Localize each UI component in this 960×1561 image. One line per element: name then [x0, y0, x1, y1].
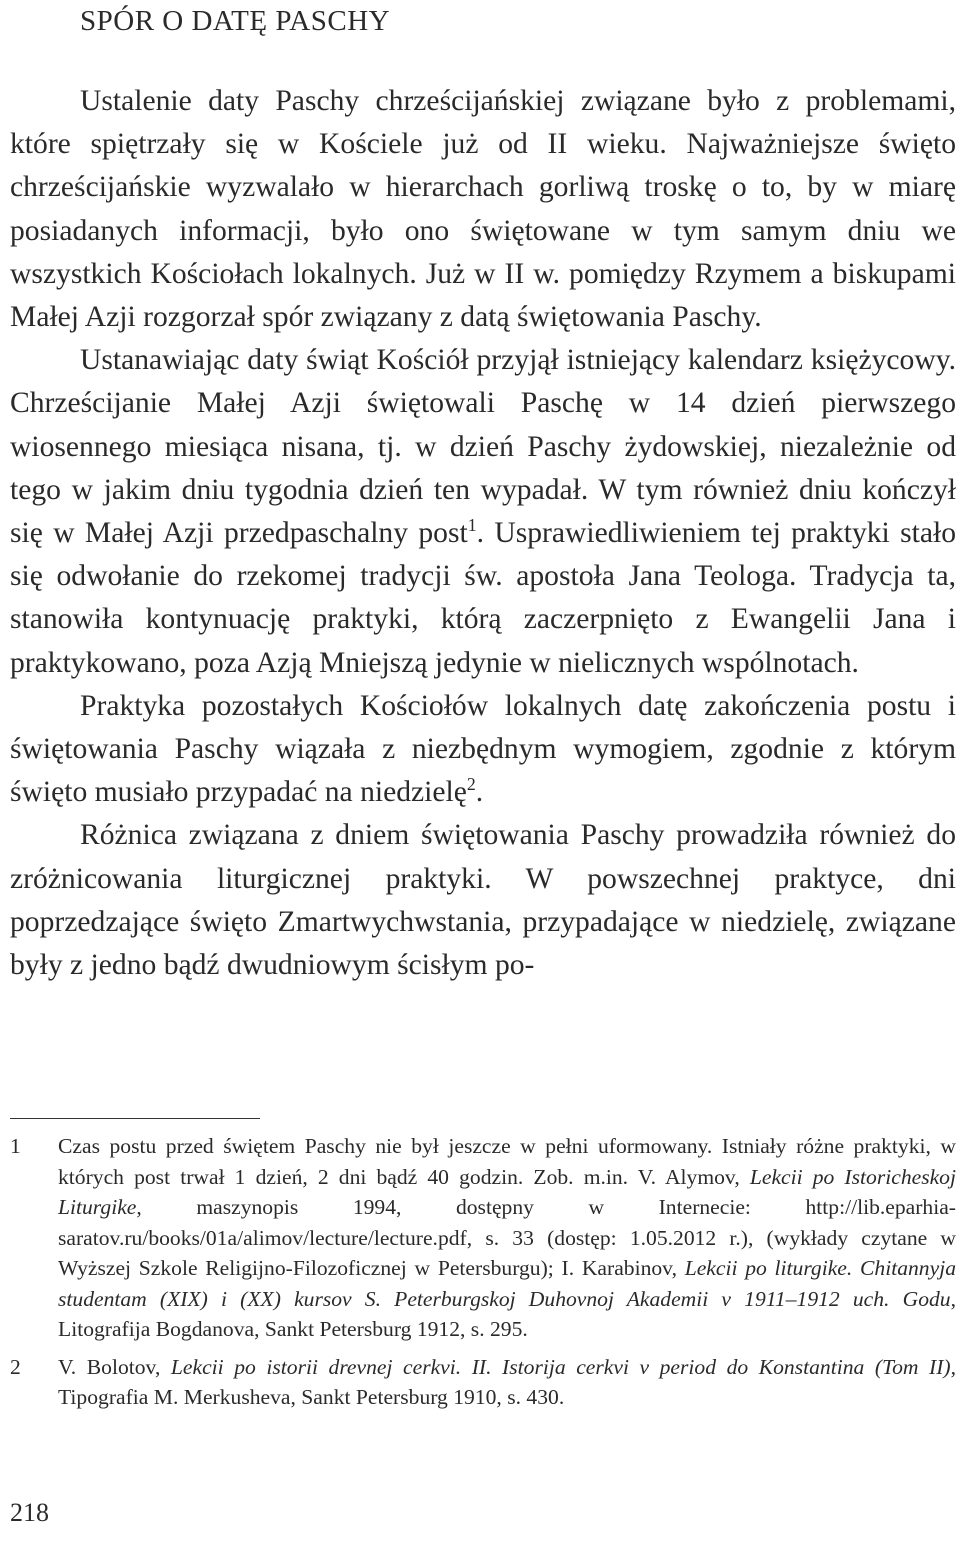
footnote-text	[58, 1352, 956, 1413]
paragraph-2-text-a: Ustanawiając daty świąt Kościół przyjął istniejący kalendarz księżycowy. Chrześcijanie Małej Azji świętowali Paschę w 14 dzień pierwszego wiosennego miesiąca nisana, tj. w dzień Paschy żydowskiej, niezależnie od tego w jakim dniu tygodnia dzień ten wypadał. W tym również dniu kończył się w Małej Azji przedpaschalny post	[10, 344, 956, 550]
footnote-text-segment	[889, 1287, 902, 1311]
footnote-title-italic: Lekcii po Istoricheskoj Liturgike	[58, 1164, 956, 1219]
footnote-text-segment: Czas postu przed świętem Paschy nie był jeszcze w pełni uformowany. Istniały różne praktyki, w których post trwał 1 dzień, 2 dni bądź 40 godzin. Zob. m.in. V. Alymov,	[58, 1134, 956, 1189]
footnote-text-segment: , maszynopis 1994, dostępny w Internecie: http://lib.eparhia-saratov.ru/books/01a/alimov/lecture/lecture.pdf, s. 33 (dostęp: 1.05.2012 r.), (wykłady czytane w Wyższej Szkole Religijno-Filozoficznej w Petersburgu); I. Karabinov,	[58, 1195, 956, 1280]
footnote-title-italic: Lekcii po liturgike. Chitannyja studentam (XIX) i (XX) kursov S. Peterburgskoj Duhovnoj Akademii v 1911–1912 uch.	[58, 1256, 956, 1311]
footnote-number: 1	[10, 1134, 21, 1158]
footnote-text	[58, 1131, 956, 1345]
footnote-title-italic: Godu	[902, 1286, 951, 1311]
body-text	[10, 80, 956, 987]
footnote-ref-1[interactable]: 1	[467, 515, 477, 536]
footnote-text-segment: , Tipografia M. Merkusheva, Sankt Petersburg 1910, s. 430.	[58, 1354, 956, 1409]
footnote-separator	[10, 1118, 260, 1119]
paragraph-3	[10, 685, 956, 815]
footnote-text-segment: , Litografija Bogdanova, Sankt Petersburg 1912, s. 295.	[58, 1286, 957, 1341]
paragraph-2-text-b: . Usprawiedliwieniem tej praktyki stało się odwołanie do rzekomej tradycji św. apostoła Jana Teologa. Tradycja ta, stanowiła kontynuację praktyki, którą zaczerpnięto z Ewangelii Jana i praktykowano, poza Azją Mniejszą jedynie w nielicznych wspólnotach.	[10, 517, 956, 679]
chapter-heading: SPÓR O DATĘ PASCHY	[80, 5, 391, 37]
footnote-2	[10, 1352, 956, 1413]
footnotes	[10, 1131, 956, 1413]
paragraph-3-text-a: Praktyka pozostałych Kościołów lokalnych datę zakończenia postu i świętowania Paschy wiązała z niezbędnym wymogiem, zgodnie z którym święto musiało przypadać na niedzielę	[10, 689, 956, 809]
footnote-1	[10, 1131, 956, 1345]
page-number: 218	[10, 1498, 49, 1527]
footnote-title-italic: Lekcii po istorii drevnej cerkvi. II. Istorija cerkvi v period do Konstantina (Tom II)	[170, 1354, 951, 1379]
footnote-text-segment: V. Bolotov,	[58, 1354, 171, 1379]
paragraph-2	[10, 339, 956, 685]
footnote-number: 2	[10, 1354, 21, 1379]
paragraph-1: Ustalenie daty Paschy chrześcijańskiej związane było z problemami, które spiętrzały się w Kościele już od II wieku. Najważniejsze święto chrześcijańskie wyzwalało w hierarchach gorliwą troskę o to, by w miarę posiadanych informacji, było ono świętowane w tym samym dniu we wszystkich Kościołach lokalnych. Już w II w. pomiędzy Rzymem a biskupami Małej Azji rozgorzał spór związany z datą świętowania Paschy.	[10, 85, 956, 334]
paragraph-3-text-b: .	[475, 776, 484, 809]
footnote-ref-2[interactable]: 2	[466, 774, 476, 795]
paragraph-4: Różnica związana z dniem świętowania Paschy prowadziła również do zróżnicowania liturgicznej praktyki. W powszechnej praktyce, dni poprzedzające święto Zmartwychwstania, przypadające w niedzielę, związane były z jedno bądź dwudniowym ścisłym po-	[10, 819, 956, 982]
